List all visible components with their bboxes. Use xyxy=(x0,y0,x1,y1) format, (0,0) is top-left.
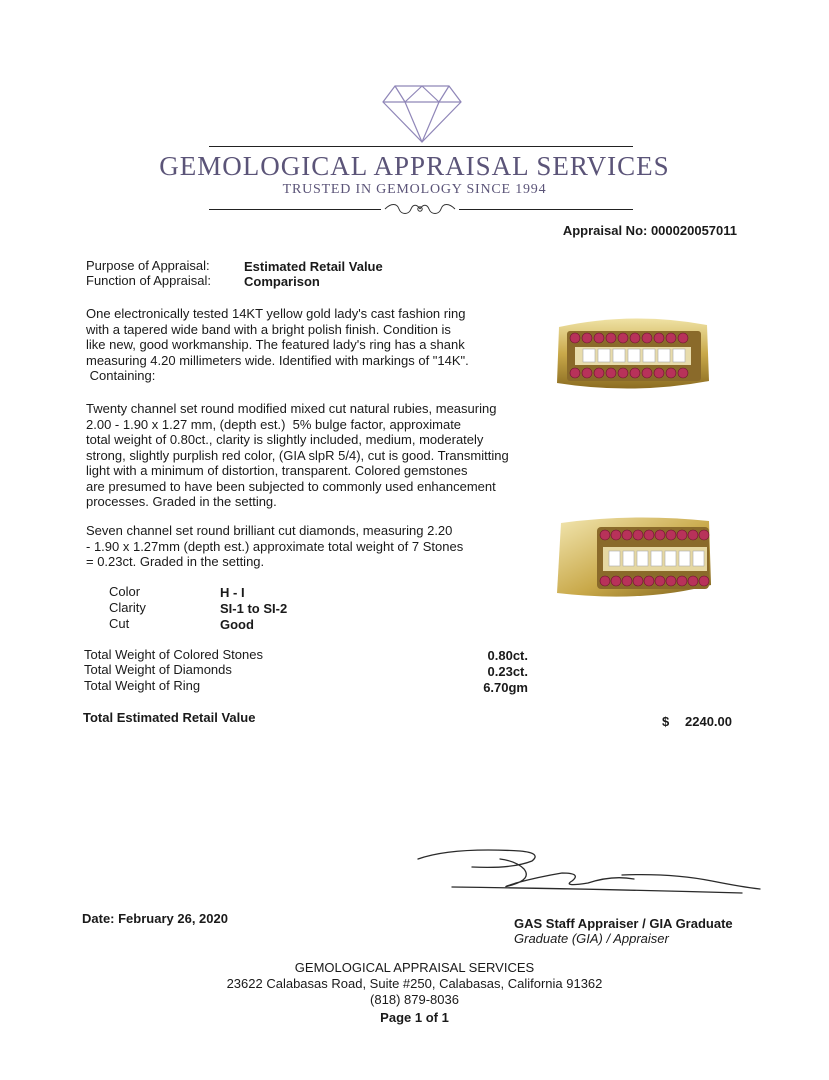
ring-photo-front xyxy=(553,309,713,399)
ruby-description-line: are presumed to have been subjected to commonly used enhancement xyxy=(86,478,496,494)
footer-phone: (818) 879-8036 xyxy=(370,992,459,1007)
footer-address: 23622 Calabasas Road, Suite #250, Calabasas, California 91362 xyxy=(226,976,603,991)
diamond-description-line: = 0.23ct. Graded in the setting. xyxy=(86,554,265,569)
total-label-ring: Total Weight of Ring xyxy=(84,678,201,693)
total-value-ring: 6.70gm xyxy=(483,680,528,695)
header-rule-bottom-left xyxy=(209,209,381,210)
diamond-description-line: - 1.90 x 1.27mm (depth est.) approximate total weight of 7 Stones xyxy=(86,538,464,554)
ring-description-line: like new, good workmanship. The featured lady's ring has a shank xyxy=(86,337,465,352)
grade-value-cut: Good xyxy=(220,617,254,632)
total-value-diamonds: 0.23ct. xyxy=(487,664,528,679)
appraisal-date: Date: February 26, 2020 xyxy=(82,911,228,926)
signer-subtitle: Graduate (GIA) / Appraiser xyxy=(514,931,669,946)
header-rule-bottom-right xyxy=(459,209,633,210)
grade-value-clarity: SI-1 to SI-2 xyxy=(220,601,288,616)
diamond-description-line: Seven channel set round brilliant cut diamonds, measuring 2.20 xyxy=(86,523,453,538)
purpose-value: Estimated Retail Value xyxy=(244,259,383,274)
ruby-description-line: light with a minimum of distortion, transparent. Colored gemstones xyxy=(86,463,468,478)
retail-currency: $ xyxy=(662,714,670,729)
diamond-icon xyxy=(381,84,463,144)
ring-photo-angle xyxy=(553,515,713,605)
grade-label-clarity: Clarity xyxy=(109,600,146,615)
ring-description-line: Containing: xyxy=(86,368,156,383)
total-label-diamonds: Total Weight of Diamonds xyxy=(84,662,232,677)
ruby-description-line: 2.00 - 1.90 x 1.27 mm, (depth est.) 5% bulge factor, approximate xyxy=(86,416,462,432)
total-value-colored-stones: 0.80ct. xyxy=(487,648,528,663)
flourish-ornament-icon xyxy=(383,201,457,217)
purpose-label: Purpose of Appraisal: xyxy=(86,258,210,273)
grade-label-cut: Cut xyxy=(109,616,130,631)
footer-company: GEMOLOGICAL APPRAISAL SERVICES xyxy=(294,960,535,975)
ruby-description-line: total weight of 0.80ct., clarity is slightly included, medium, moderately xyxy=(86,432,484,447)
ring-description-line: measuring 4.20 millimeters wide. Identified with markings of "14K". xyxy=(86,352,469,368)
ring-description-line: with a tapered wide band with a bright polish finish. Condition is xyxy=(86,321,451,337)
function-value: Comparison xyxy=(244,274,320,289)
function-label: Function of Appraisal: xyxy=(86,273,212,288)
ring-description xyxy=(86,306,469,384)
ruby-description-line: strong, slightly purplish red color, (GIA slpR 5/4), cut is good. Transmitting xyxy=(86,447,509,463)
total-label-colored-stones: Total Weight of Colored Stones xyxy=(84,647,263,662)
grade-value-color: H - I xyxy=(220,585,245,600)
diamond-description xyxy=(86,523,463,570)
appraisal-number: Appraisal No: 000020057011 xyxy=(562,223,737,238)
ring-description-line: One electronically tested 14KT yellow gold lady's cast fashion ring xyxy=(86,306,466,321)
retail-amount: 2240.00 xyxy=(685,714,732,729)
ruby-description xyxy=(86,401,509,510)
company-name: GEMOLOGICAL APPRAISAL SERVICES xyxy=(159,151,670,181)
header-rule-top xyxy=(209,146,633,147)
signer-title: GAS Staff Appraiser / GIA Graduate xyxy=(514,916,733,931)
page-number: Page 1 of 1 xyxy=(380,1010,449,1025)
ruby-description-line: processes. Graded in the setting. xyxy=(86,494,277,509)
grade-label-color: Color xyxy=(109,584,141,599)
ruby-description-line: Twenty channel set round modified mixed cut natural rubies, measuring xyxy=(86,401,497,416)
retail-value-label: Total Estimated Retail Value xyxy=(83,710,256,725)
appraiser-signature xyxy=(412,843,762,903)
company-tagline: TRUSTED IN GEMOLOGY SINCE 1994 xyxy=(282,182,547,197)
